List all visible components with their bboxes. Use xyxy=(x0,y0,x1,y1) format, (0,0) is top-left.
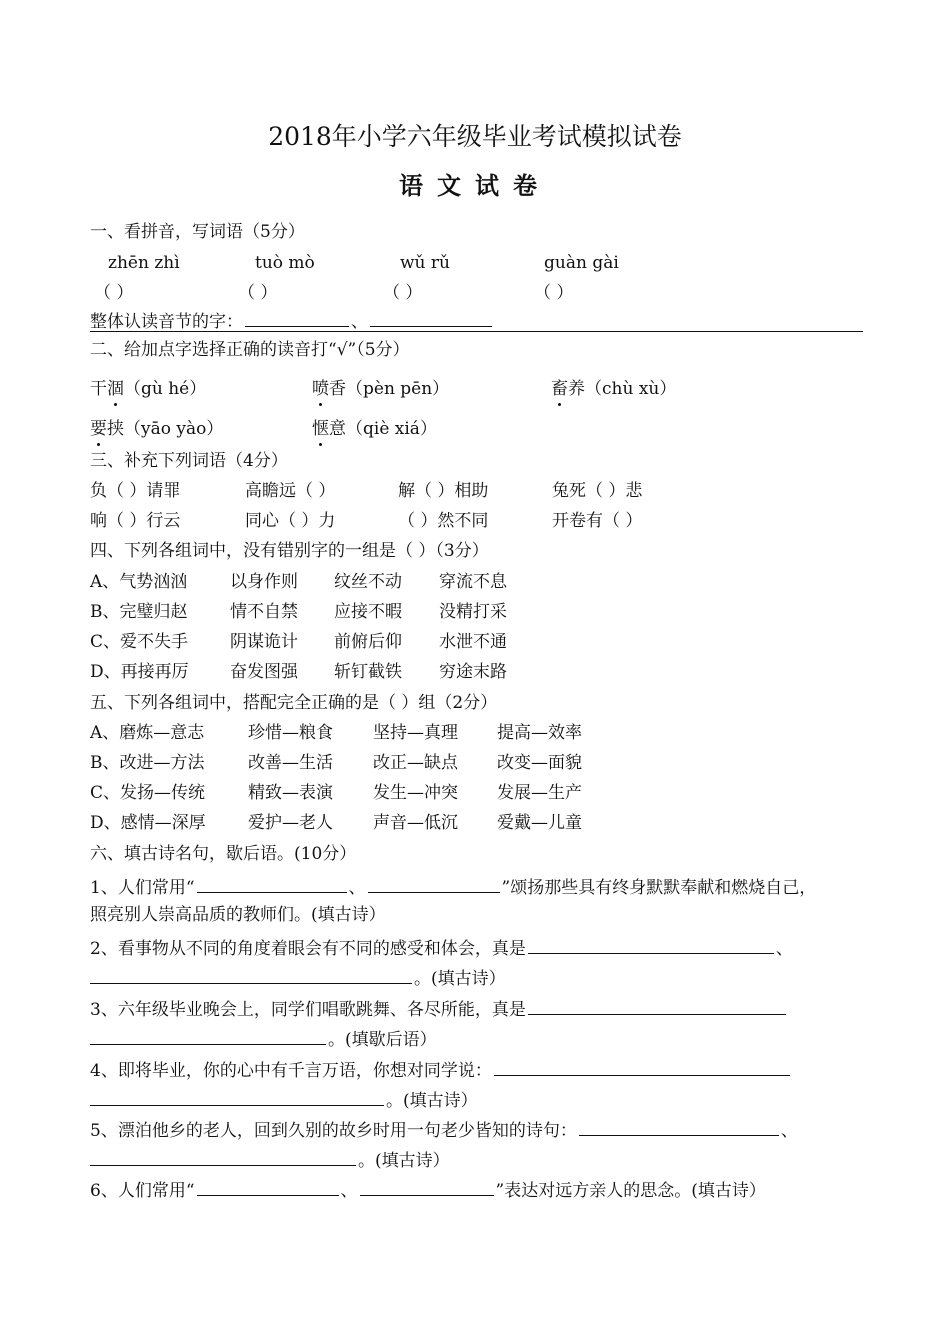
q5-heading: 五、下列各组词中，搭配完全正确的是（ ）组（2分） xyxy=(90,693,498,713)
q2-item-2[interactable] xyxy=(312,378,449,400)
q1-pinyin-2: tuò mò xyxy=(255,253,315,273)
q6-item-1-separator: 、 xyxy=(348,878,366,898)
q6-item-1-line-1 xyxy=(90,874,816,899)
q6-item-2-separator: 、 xyxy=(775,939,793,959)
q5-option-d[interactable]: D、感情—深厚 xyxy=(90,813,206,833)
q6-item-5-line-2 xyxy=(90,1147,450,1172)
q4-heading: 四、下列各组词中，没有错别字的一组是（ ）（3分） xyxy=(90,541,489,561)
q1-extra-label: 整体认读音节的字： xyxy=(90,312,243,332)
q4-option-a-word-4: 穿流不息 xyxy=(439,572,507,592)
q3-r1-c3[interactable]: 解（ ）相助 xyxy=(398,481,489,501)
q5-option-b-pair-3: 改正—缺点 xyxy=(373,753,458,773)
q6-item-3-blank-1[interactable] xyxy=(528,996,786,1015)
q6-item-1-suffix: ”颂扬那些具有终身默默奉献和燃烧自己， xyxy=(501,878,817,898)
q6-item-3-line-1 xyxy=(90,996,788,1021)
q1-blank-1[interactable] xyxy=(245,308,349,327)
q2-item-2-options: 香（pèn pēn） xyxy=(329,379,450,399)
q4-option-d-word-3: 斩钉截铁 xyxy=(334,662,402,682)
q4-option-b[interactable]: B、完璧归赵 xyxy=(90,602,188,622)
q6-item-5-line-1 xyxy=(90,1117,798,1142)
q6-item-4-line-1 xyxy=(90,1057,792,1082)
q5-option-a-pair-2: 珍惜—粮食 xyxy=(248,723,333,743)
q6-item-2-blank-2[interactable] xyxy=(90,965,412,984)
q1-answer-box-2[interactable]: （ ） xyxy=(238,283,278,303)
q6-item-6-prefix: 6、人们常用“ xyxy=(90,1181,195,1201)
q4-option-a[interactable]: A、气势汹汹 xyxy=(90,572,188,592)
q4-option-c-word-3: 前俯后仰 xyxy=(334,632,402,652)
q6-item-6-line-1 xyxy=(90,1177,766,1202)
q1-answer-box-1[interactable]: （ ） xyxy=(94,283,134,303)
q1-heading: 一、看拼音，写词语（5分） xyxy=(90,222,305,242)
q4-option-d-word-4: 穷途末路 xyxy=(439,662,507,682)
q4-option-a-word-2: 以身作则 xyxy=(230,572,298,592)
q4-option-b-word-2: 情不自禁 xyxy=(230,602,298,622)
q4-option-b-word-4: 没精打采 xyxy=(439,602,507,622)
q6-item-1-blank-1[interactable] xyxy=(197,874,347,893)
q3-r1-c1[interactable]: 负（ ）请罪 xyxy=(90,481,181,501)
q4-option-d[interactable]: D、再接再厉 xyxy=(90,662,189,682)
q6-item-1-line-2: 照亮别人崇高品质的教师们。(填古诗） xyxy=(90,905,386,925)
section-divider xyxy=(90,331,863,332)
q1-blank-2[interactable] xyxy=(370,308,492,327)
q5-option-a[interactable]: A、磨炼—意志 xyxy=(90,723,205,743)
q5-option-d-pair-2: 爱护—老人 xyxy=(248,813,333,833)
q3-r2-c2[interactable]: 同心（ ）力 xyxy=(245,511,336,531)
q3-heading: 三、补充下列词语（4分） xyxy=(90,451,288,471)
q5-option-c-pair-4: 发展—生产 xyxy=(497,783,582,803)
q5-option-a-pair-4: 提高—效率 xyxy=(497,723,582,743)
q6-item-2-line-2 xyxy=(90,965,506,990)
q6-item-3-suffix: 。(填歇后语） xyxy=(328,1030,437,1050)
q2-item-4-options: 挟（yāo yào） xyxy=(107,419,224,439)
q1-answer-box-3[interactable]: （ ） xyxy=(383,283,423,303)
q6-item-6-separator: 、 xyxy=(340,1181,358,1201)
q6-item-3-blank-2[interactable] xyxy=(90,1026,326,1045)
q6-item-6-suffix: ”表达对远方亲人的思念。(填古诗） xyxy=(495,1181,766,1201)
q4-option-c-word-2: 阴谋诡计 xyxy=(230,632,298,652)
q5-option-d-pair-4: 爱戴—儿童 xyxy=(497,813,582,833)
q6-item-2-line-1 xyxy=(90,935,793,960)
q2-item-4-dotted-char: 要 xyxy=(90,419,107,439)
q6-item-6-blank-1[interactable] xyxy=(197,1177,339,1196)
page-subtitle: 语文试卷 xyxy=(399,171,551,200)
q1-pinyin-3: wǔ rǔ xyxy=(400,253,450,273)
q2-item-3-dotted-char: 畜 xyxy=(551,379,568,399)
q4-option-c-word-4: 水泄不通 xyxy=(439,632,507,652)
q5-option-c-pair-2: 精致—表演 xyxy=(248,783,333,803)
q6-item-6-blank-2[interactable] xyxy=(360,1177,494,1196)
q3-r2-c1[interactable]: 响（ ）行云 xyxy=(90,511,181,531)
q6-item-5-blank-1[interactable] xyxy=(579,1117,779,1136)
q6-item-2-prompt: 2、看事物从不同的角度着眼会有不同的感受和体会，真是 xyxy=(90,939,526,959)
q2-item-5-dotted-char: 惬 xyxy=(312,419,329,439)
q5-option-a-pair-3: 坚持—真理 xyxy=(373,723,458,743)
q1-pinyin-1: zhēn zhì xyxy=(108,253,180,273)
q6-item-1-prefix: 1、人们常用“ xyxy=(90,878,195,898)
q6-heading: 六、填古诗名句，歇后语。(10分） xyxy=(90,844,357,864)
q6-item-4-line-2 xyxy=(90,1087,478,1112)
q3-r2-c3[interactable]: （ ）然不同 xyxy=(398,511,489,531)
q5-option-b-pair-2: 改善—生活 xyxy=(248,753,333,773)
q3-r1-c2[interactable]: 高瞻远（ ） xyxy=(245,481,336,501)
q5-option-c-pair-3: 发生—冲突 xyxy=(373,783,458,803)
q3-r2-c4[interactable]: 开卷有（ ） xyxy=(552,511,643,531)
q2-item-4[interactable] xyxy=(90,418,223,440)
q2-item-1-options: （gù hé） xyxy=(124,379,207,399)
q6-item-3-line-2 xyxy=(90,1026,437,1051)
q4-option-a-word-3: 纹丝不动 xyxy=(334,572,402,592)
q6-item-5-blank-2[interactable] xyxy=(90,1147,356,1166)
page-title: 2018年小学六年级毕业考试模拟试卷 xyxy=(268,122,682,151)
q1-extra-line xyxy=(90,308,494,333)
q2-item-5-options: 意（qiè xiá） xyxy=(329,419,437,439)
q5-option-b-pair-4: 改变—面貌 xyxy=(497,753,582,773)
q1-pinyin-4: guàn gài xyxy=(544,253,619,273)
q4-option-c[interactable]: C、爱不失手 xyxy=(90,632,189,652)
q5-option-d-pair-3: 声音—低沉 xyxy=(373,813,458,833)
q5-option-c[interactable]: C、发扬—传统 xyxy=(90,783,206,803)
q1-separator: 、 xyxy=(351,312,368,332)
q6-item-5-prompt: 5、漂泊他乡的老人，回到久别的故乡时用一句老少皆知的诗句： xyxy=(90,1121,577,1141)
q6-item-2-blank-1[interactable] xyxy=(528,935,774,954)
q3-r1-c4[interactable]: 兔死（ ）悲 xyxy=(552,481,643,501)
q6-item-4-prompt: 4、即将毕业，你的心中有千言万语，你想对同学说： xyxy=(90,1061,492,1081)
q2-item-5[interactable] xyxy=(312,418,437,440)
q4-option-b-word-3: 应接不暇 xyxy=(334,602,402,622)
q2-item-1[interactable] xyxy=(90,378,206,400)
q6-item-3-prompt: 3、六年级毕业晚会上，同学们唱歌跳舞、各尽所能，真是 xyxy=(90,1000,526,1020)
q6-item-5-separator: 、 xyxy=(780,1121,798,1141)
q2-item-1-dotted-char: 涸 xyxy=(107,379,124,399)
q2-item-3-options: 养（chù xù） xyxy=(568,379,677,399)
q2-heading: 二、给加点字选择正确的读音打“√”（5分） xyxy=(90,340,410,360)
q1-answer-box-4[interactable]: （ ） xyxy=(534,283,574,303)
q6-item-4-blank-2[interactable] xyxy=(90,1087,384,1106)
q6-item-4-suffix: 。(填古诗） xyxy=(386,1091,478,1111)
q6-item-1-blank-2[interactable] xyxy=(368,874,500,893)
q6-item-2-suffix: 。(填古诗） xyxy=(414,969,506,989)
q2-item-1-pre: 干 xyxy=(90,379,107,399)
q6-item-5-suffix: 。(填古诗） xyxy=(358,1151,450,1171)
q2-item-3[interactable] xyxy=(551,378,676,400)
q2-item-2-dotted-char: 喷 xyxy=(312,379,329,399)
q4-option-d-word-2: 奋发图强 xyxy=(230,662,298,682)
q6-item-4-blank-1[interactable] xyxy=(494,1057,790,1076)
q5-option-b[interactable]: B、改进—方法 xyxy=(90,753,205,773)
